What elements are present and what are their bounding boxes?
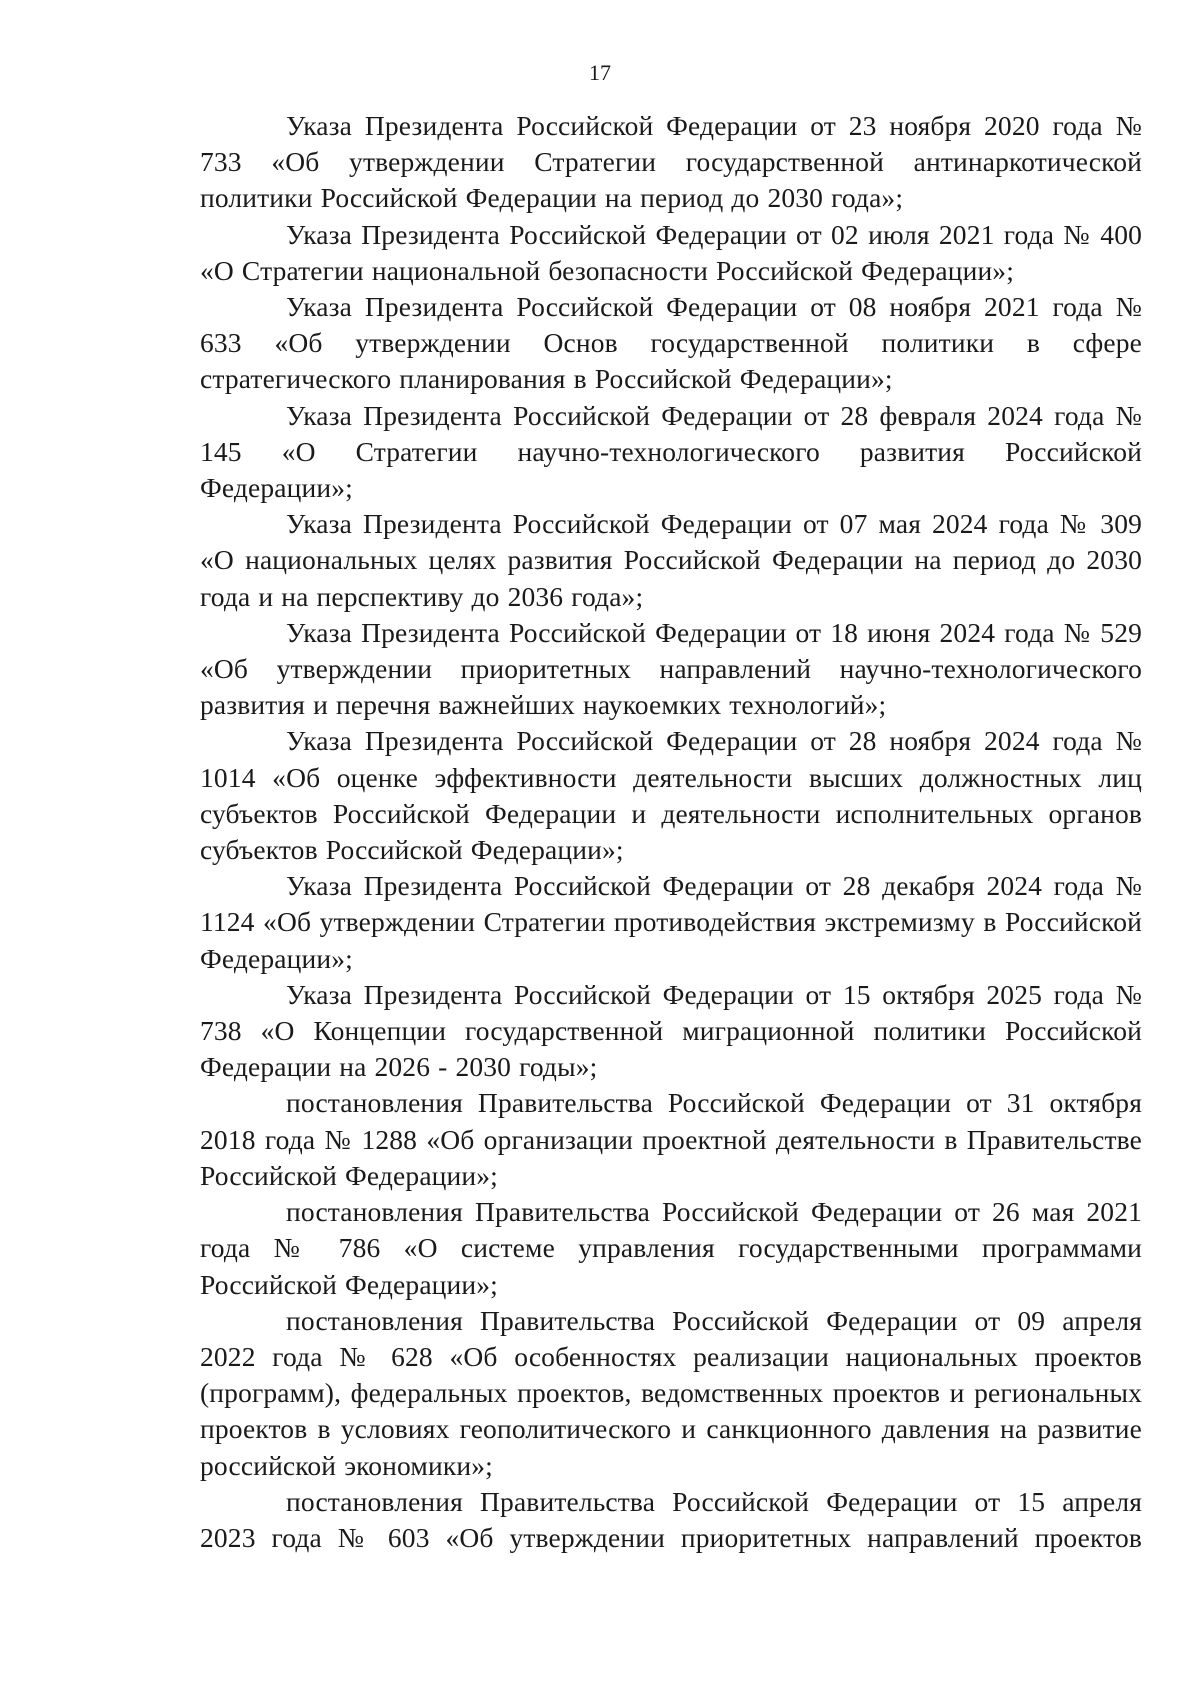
- paragraph-decree-738: Указа Президента Российской Федерации от 15 октября 2025 года № 738 «О Концепции государственной миграционной политики Российской Федерации на 2026 - 2030 годы»;: [200, 978, 1142, 1083]
- page-number: 17: [589, 60, 611, 85]
- paragraph-resolution-786: постановления Правительства Российской Федерации от 26 мая 2021 года № 786 «О системе управления государственными программами Российской Федерации»;: [200, 1196, 1142, 1300]
- paragraph-decree-1014: Указа Президента Российской Федерации от 28 ноября 2024 года № 1014 «Об оценке эффективности деятельности высших должностных лиц субъектов Российской Федерации и деятельности исполнительных органов субъектов Российской Федерации»;: [200, 725, 1142, 866]
- paragraph-decree-1124: Указа Президента Российской Федерации от 28 декабря 2024 года № 1124 «Об утверждении Стратегии противодействия экстремизму в Российской Федерации»;: [200, 870, 1142, 974]
- document-body: [200, 108, 1142, 1556]
- paragraph-decree-309: Указа Президента Российской Федерации от 07 мая 2024 года № 309 «О национальных целях развития Российской Федерации на период до 2030 года и на перспективу до 2036 года»;: [200, 508, 1142, 612]
- paragraph-decree-529: Указа Президента Российской Федерации от 18 июня 2024 года № 529 «Об утверждении приоритетных направлений научно-технологического развития и перечня важнейших наукоемких технологий»;: [200, 616, 1142, 721]
- paragraph-decree-633: Указа Президента Российской Федерации от 08 ноября 2021 года № 633 «Об утверждении Основ государственной политики в сфере стратегического планирования в Российской Федерации»;: [200, 291, 1142, 395]
- paragraph-resolution-603: постановления Правительства Российской Федерации от 15 апреля 2023 года № 603 «Об утверждении приоритетных направлений проектов: [200, 1485, 1142, 1553]
- paragraph-decree-733: Указа Президента Российской Федерации от 23 ноября 2020 года № 733 «Об утверждении Стратегии государственной антинаркотической политики Российской Федерации на период до 2030 года»;: [200, 110, 1142, 214]
- paragraph-resolution-628: постановления Правительства Российской Федерации от 09 апреля 2022 года № 628 «Об особенностях реализации национальных проектов (программ), федеральных проектов, ведомственных проектов и региональных проектов в условиях геополитического и санкционного давления на развитие российской экономики»;: [200, 1304, 1142, 1481]
- paragraph-resolution-1288: постановления Правительства Российской Федерации от 31 октября 2018 года № 1288 «Об организации проектной деятельности в Правительстве Российской Федерации»;: [200, 1087, 1142, 1191]
- paragraph-decree-400: Указа Президента Российской Федерации от 02 июля 2021 года № 400 «О Стратегии национальной безопасности Российской Федерации»;: [200, 218, 1142, 286]
- paragraph-decree-145: Указа Президента Российской Федерации от 28 февраля 2024 года № 145 «О Стратегии научно-технологического развития Российской Федерации»;: [200, 399, 1142, 504]
